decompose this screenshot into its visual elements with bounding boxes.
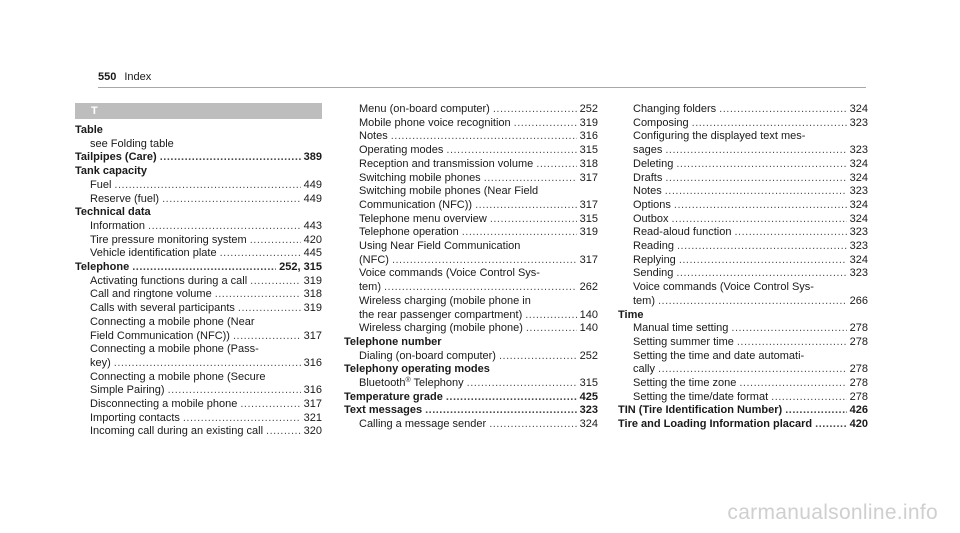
subentry-tire-pressure[interactable]: Tire pressure monitoring system ..... 420 <box>75 234 322 248</box>
subentry-information[interactable]: Information ..... 443 <box>75 220 322 234</box>
watermark: carmanualsonline.info <box>727 501 938 524</box>
subentry-wireless-charging[interactable]: Wireless charging (mobile phone) ..... 140 <box>344 322 598 336</box>
subentry-telephone-operation[interactable]: Telephone operation ..... 319 <box>344 226 598 240</box>
subentry-importing-contacts[interactable]: Importing contacts ..... 321 <box>75 412 322 426</box>
subentry-dialing[interactable]: Dialing (on-board computer) ..... 252 <box>344 350 598 364</box>
subentry-options[interactable]: Options ..... 324 <box>618 199 868 213</box>
entry-temperature-grade[interactable]: Temperature grade ..... 425 <box>344 391 598 405</box>
subentry-voice-recognition[interactable]: Mobile phone voice recognition ..... 319 <box>344 117 598 131</box>
page-header <box>98 71 151 83</box>
entry-text-messages[interactable]: Text messages ..... 323 <box>344 404 598 418</box>
index-column-1 <box>75 103 322 439</box>
see-reference[interactable]: see Folding table <box>90 137 174 150</box>
subentry-incoming-call[interactable]: Incoming call during an existing call ..... 320 <box>75 425 322 439</box>
subentry-reserve[interactable]: Reserve (fuel) ..... 449 <box>75 193 322 207</box>
subentry-vin-plate[interactable]: Vehicle identification plate ..... 445 <box>75 247 322 261</box>
entry-tin[interactable]: TIN (Tire Identification Number) ..... 426 <box>618 404 868 418</box>
subentry-bluetooth-telephony[interactable]: Bluetooth® Telephony ..... 315 <box>344 377 598 391</box>
subentry-disconnecting[interactable]: Disconnecting a mobile phone ..... 317 <box>75 398 322 412</box>
subentry-operating-modes[interactable]: Operating modes ..... 315 <box>344 144 598 158</box>
entry-table: Table <box>75 124 103 136</box>
subentry-outbox[interactable]: Outbox ..... 324 <box>618 213 868 227</box>
subentry-activating-functions[interactable]: Activating functions during a call ..... 319 <box>75 275 322 289</box>
entry-tank-capacity: Tank capacity <box>75 165 147 178</box>
subentry-nfc-line1: Connecting a mobile phone (Near <box>90 315 255 328</box>
subentry-passkey[interactable]: key) ..... 316 <box>75 357 322 371</box>
subentry-switching-nfc[interactable]: Communication (NFC)) ..... 317 <box>344 199 598 213</box>
subentry-manual-time[interactable]: Manual time setting ..... 278 <box>618 322 868 336</box>
subentry-secure-pairing[interactable]: Simple Pairing) ..... 316 <box>75 384 322 398</box>
subentry-time-zone[interactable]: Setting the time zone ..... 278 <box>618 377 868 391</box>
subentry-voice-commands-line1: Voice commands (Voice Control Sys- <box>633 281 814 294</box>
subentry-switching-nfc-line1: Switching mobile phones (Near Field <box>359 185 539 198</box>
subentry-ringtone-volume[interactable]: Call and ringtone volume ..... 318 <box>75 288 322 302</box>
subentry-sending[interactable]: Sending ..... 323 <box>618 267 868 281</box>
subentry-auto-time-line1: Setting the time and date automati- <box>633 349 805 362</box>
subentry-voice-commands-line1: Voice commands (Voice Control Sys- <box>359 267 540 280</box>
letter-heading: T <box>75 103 322 119</box>
index-column-3 <box>618 103 868 432</box>
header-divider <box>98 87 866 88</box>
subentry-configuring[interactable]: sages ..... 323 <box>618 144 868 158</box>
subentry-composing[interactable]: Composing ..... 323 <box>618 117 868 131</box>
subentry-drafts[interactable]: Drafts ..... 324 <box>618 172 868 186</box>
subentry-reception-volume[interactable]: Reception and transmission volume ..... 318 <box>344 158 598 172</box>
subentry-calling-sender[interactable]: Calling a message sender ..... 324 <box>344 418 598 432</box>
subentry-voice-commands[interactable]: tem) ..... 262 <box>344 281 598 295</box>
entry-tailpipes[interactable]: Tailpipes (Care) ..... 389 <box>75 151 322 165</box>
subentry-replying[interactable]: Replying ..... 324 <box>618 254 868 268</box>
subentry-deleting[interactable]: Deleting ..... 324 <box>618 158 868 172</box>
entry-telephony-modes: Telephony operating modes <box>344 363 490 376</box>
subentry-using-nfc-line1: Using Near Field Communication <box>359 240 521 253</box>
subentry-read-aloud[interactable]: Read-aloud function ..... 323 <box>618 226 868 240</box>
subentry-reading[interactable]: Reading ..... 323 <box>618 240 868 254</box>
subentry-wireless-rear[interactable]: the rear passenger compartment) ..... 140 <box>344 309 598 323</box>
subentry-secure-line1: Connecting a mobile phone (Secure <box>90 370 266 383</box>
subentry-using-nfc[interactable]: (NFC) ..... 317 <box>344 254 598 268</box>
subentry-wireless-rear-line1: Wireless charging (mobile phone in <box>359 294 531 307</box>
subentry-notes[interactable]: Notes ..... 316 <box>344 130 598 144</box>
subentry-menu[interactable]: Menu (on-board computer) ..... 252 <box>344 103 598 117</box>
subentry-time-format[interactable]: Setting the time/date format ..... 278 <box>618 391 868 405</box>
entry-time: Time <box>618 308 644 321</box>
section-title: Index <box>124 71 152 83</box>
page-number: 550 <box>98 71 117 83</box>
registered-mark: ® <box>405 377 411 385</box>
entry-technical-data: Technical data <box>75 206 151 219</box>
entry-tire-placard[interactable]: Tire and Loading Information placard ..... 420 <box>618 418 868 432</box>
subentry-auto-time[interactable]: cally ..... 278 <box>618 363 868 377</box>
index-column-2 <box>344 103 598 432</box>
entry-telephone-number: Telephone number <box>344 335 442 348</box>
subentry-changing-folders[interactable]: Changing folders ..... 324 <box>618 103 868 117</box>
subentry-summer-time[interactable]: Setting summer time ..... 278 <box>618 336 868 350</box>
subentry-several-participants[interactable]: Calls with several participants ..... 319 <box>75 302 322 316</box>
entry-telephone[interactable]: Telephone ..... 252, 315 <box>75 261 322 275</box>
subentry-notes[interactable]: Notes ..... 323 <box>618 185 868 199</box>
subentry-switching-phones[interactable]: Switching mobile phones ..... 317 <box>344 172 598 186</box>
subentry-menu-overview[interactable]: Telephone menu overview ..... 315 <box>344 213 598 227</box>
subentry-passkey-line1: Connecting a mobile phone (Pass- <box>90 343 259 356</box>
subentry-nfc[interactable]: Field Communication (NFC)) ..... 317 <box>75 330 322 344</box>
subentry-fuel[interactable]: Fuel ..... 449 <box>75 179 322 193</box>
subentry-voice-commands[interactable]: tem) ..... 266 <box>618 295 868 309</box>
subentry-configuring-line1: Configuring the displayed text mes- <box>633 130 806 143</box>
